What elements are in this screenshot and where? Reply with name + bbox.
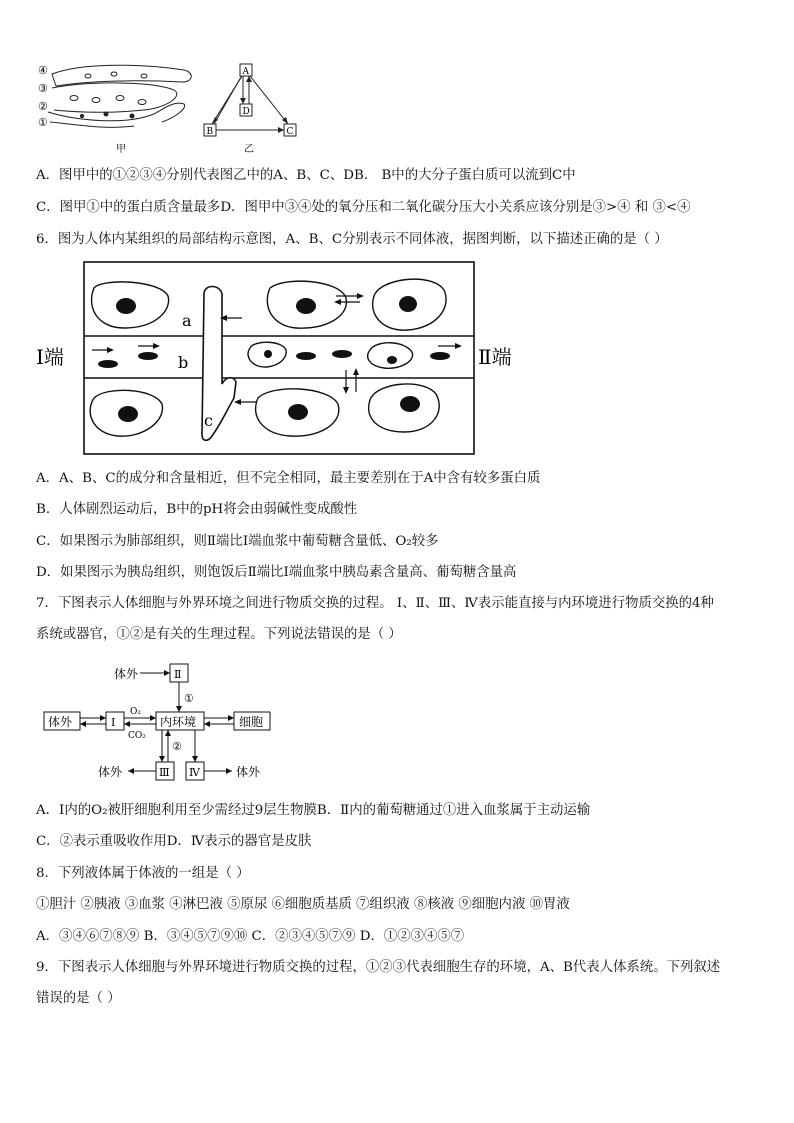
figure-q6-tissue — [36, 258, 536, 458]
yi-node-d: D — [242, 107, 250, 117]
yi-node-b: B — [206, 127, 214, 137]
outside-bottom-left: 体外 — [98, 765, 123, 779]
q5-option-line-2: C．图甲①中的蛋白质含量最多D．图甲中③④处的氧分压和二氧化碳分压大小关系应该分别是③>④ 和 ③<④ — [36, 200, 691, 215]
q5-option-line-1: A．图甲中的①②③④分别代表图乙中的A、B、C、DB． B中的大分子蛋白质可以流到C中 — [36, 168, 576, 183]
system-ii: Ⅱ — [174, 668, 182, 681]
outside-left: 体外 — [48, 715, 73, 729]
q7-option-line-2: C．②表示重吸收作用D．Ⅳ表示的器官是皮肤 — [36, 834, 312, 849]
q6-option-d: D．如果图示为胰岛组织，则饱饭后Ⅱ端比Ⅰ端血浆中胰岛素含量高、葡萄糖含量高 — [36, 565, 517, 580]
q7-stem-line-2: 系统或器官，①②是有关的生理过程。下列说法错误的是（ ） — [36, 627, 402, 642]
system-i: Ⅰ — [111, 716, 116, 729]
yi-node-a: A — [242, 67, 249, 77]
process-2: ② — [172, 740, 182, 753]
cell-box: 细胞 — [239, 715, 264, 729]
q8-stem: 8．下列液体属于体液的一组是（ ） — [36, 866, 250, 881]
jia-marker-3: ③ — [38, 82, 48, 95]
end-i-label: Ⅰ端 — [36, 345, 64, 369]
yi-label: 乙 — [244, 144, 254, 155]
process-1: ① — [184, 692, 194, 705]
q7-stem-line-1: 7．下图表示人体细胞与外界环境之间进行物质交换的过程。 Ⅰ、Ⅱ、Ⅲ、Ⅳ表示能直接与内环境进行物质交换的4种 — [36, 596, 714, 611]
figure-jia-yi — [34, 60, 314, 160]
jia-marker-4: ④ — [38, 64, 48, 77]
label-a: a — [182, 311, 192, 330]
yi-node-c: C — [286, 127, 294, 137]
label-c: c — [204, 411, 213, 430]
q6-option-b: B．人体剧烈运动后，B中的pH将会由弱碱性变成酸性 — [36, 502, 358, 517]
end-ii-label: Ⅱ端 — [478, 345, 512, 369]
system-iii: Ⅲ — [159, 766, 170, 779]
q8-options: A．③④⑥⑦⑧⑨ B．③④⑤⑦⑨⑩ C．②③④⑤⑦⑨ D．①②③④⑤⑦ — [36, 929, 465, 944]
jia-label: 甲 — [116, 144, 126, 155]
q6-option-a: A．A、B、C的成分和含量相近，但不完全相同，最主要差别在于A中含有较多蛋白质 — [36, 471, 541, 486]
q9-stem-line-1: 9．下图表示人体细胞与外界环境进行物质交换的过程，①②③代表细胞生存的环境，A、B代表人体系统。下列叙述 — [36, 960, 721, 975]
jia-marker-2: ② — [38, 100, 48, 113]
q7-option-line-1: A．Ⅰ内的O₂被肝细胞利用至少需经过9层生物膜B．Ⅱ内的葡萄糖通过①进入血浆属于主动运输 — [36, 803, 591, 818]
q9-stem-line-2: 错误的是（ ） — [36, 991, 121, 1006]
jia-marker-1: ① — [38, 116, 48, 129]
figure-yi — [204, 64, 296, 136]
q6-option-c: C．如果图示为肺部组织，则Ⅱ端比Ⅰ端血浆中葡萄糖含量低、O₂较多 — [36, 534, 439, 549]
q8-items: ①胆汁 ②胰液 ③血浆 ④淋巴液 ⑤原尿 ⑥细胞质基质 ⑦组织液 ⑧核液 ⑨细胞内液 ⑩胃液 — [36, 897, 570, 912]
outside-top: 体外 — [114, 667, 139, 681]
o2-label: O₂ — [130, 707, 141, 717]
label-b: b — [178, 353, 189, 372]
outside-bottom-right: 体外 — [236, 765, 261, 779]
figure-q7-exchange — [36, 658, 296, 788]
co2-label: CO₂ — [128, 731, 146, 741]
system-iv: Ⅳ — [189, 766, 200, 779]
q6-stem: 6．图为人体内某组织的局部结构示意图，A、B、C分别表示不同体液，据图判断，以下描述正确的是（ ） — [36, 232, 668, 247]
internal-environment: 内环境 — [160, 715, 197, 729]
figure-jia — [48, 65, 191, 127]
